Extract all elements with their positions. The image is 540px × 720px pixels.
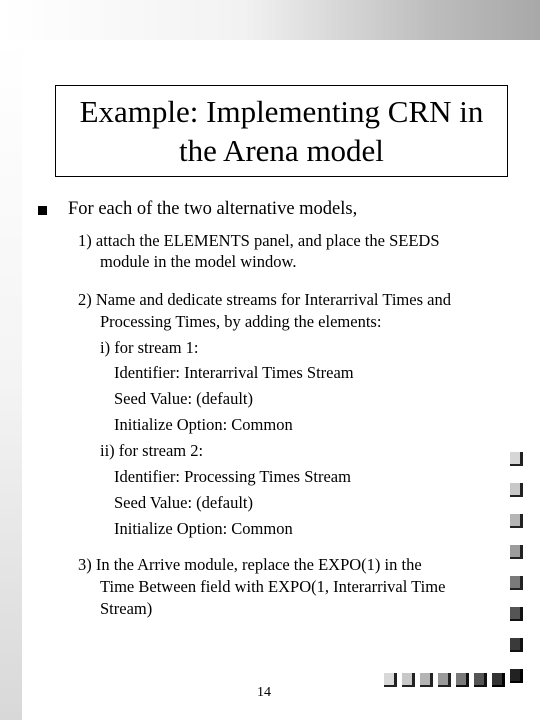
decor-square-icon: [510, 483, 523, 497]
decor-square-icon: [510, 514, 523, 528]
decor-square-icon: [510, 576, 523, 590]
decor-square-icon: [384, 673, 397, 687]
decor-square-icon: [474, 673, 487, 687]
left-gradient-band: [0, 40, 22, 720]
bullet-square-icon: [38, 206, 47, 215]
slide-title: [56, 92, 507, 170]
stream1-init: Initialize Option: Common: [114, 415, 293, 434]
page-number: 14: [257, 685, 271, 700]
slide-title-line2: the Arena model: [179, 133, 384, 168]
decor-square-icon: [510, 545, 523, 559]
stream1-header: i) for stream 1:: [100, 338, 199, 357]
stream2-header: ii) for stream 2:: [100, 441, 204, 460]
decor-square-icon: [456, 673, 469, 687]
stream1-identifier: Identifier: Interarrival Times Stream: [114, 363, 354, 382]
slide-title-box: [55, 85, 508, 177]
stream1-seed: Seed Value: (default): [114, 389, 253, 408]
step3-line2: Time Between field with EXPO(1, Interarrival Time: [100, 577, 446, 596]
step2-line2: Processing Times, by adding the elements:: [100, 312, 382, 331]
decor-square-icon: [510, 452, 523, 466]
decor-square-icon: [402, 673, 415, 687]
step3-line1: 3) In the Arrive module, replace the EXPO(1) in the: [78, 555, 422, 574]
decor-square-icon: [510, 669, 523, 683]
stream2-init: Initialize Option: Common: [114, 519, 293, 538]
decor-square-icon: [438, 673, 451, 687]
top-gradient-band: [0, 0, 540, 40]
stream2-identifier: Identifier: Processing Times Stream: [114, 467, 351, 486]
decor-square-icon: [420, 673, 433, 687]
step2-line1: 2) Name and dedicate streams for Interarrival Times and: [78, 290, 451, 309]
stream2-seed: Seed Value: (default): [114, 493, 253, 512]
step1-line2: module in the model window.: [100, 252, 297, 271]
step3-line3: Stream): [100, 599, 153, 618]
bullet-text: For each of the two alternative models,: [68, 199, 358, 219]
slide-title-line1: Example: Implementing CRN in: [79, 94, 484, 129]
decor-square-icon: [510, 607, 523, 621]
step1-line1: 1) attach the ELEMENTS panel, and place the SEEDS: [78, 231, 440, 250]
decor-square-icon: [510, 638, 523, 652]
decor-square-icon: [492, 673, 505, 687]
